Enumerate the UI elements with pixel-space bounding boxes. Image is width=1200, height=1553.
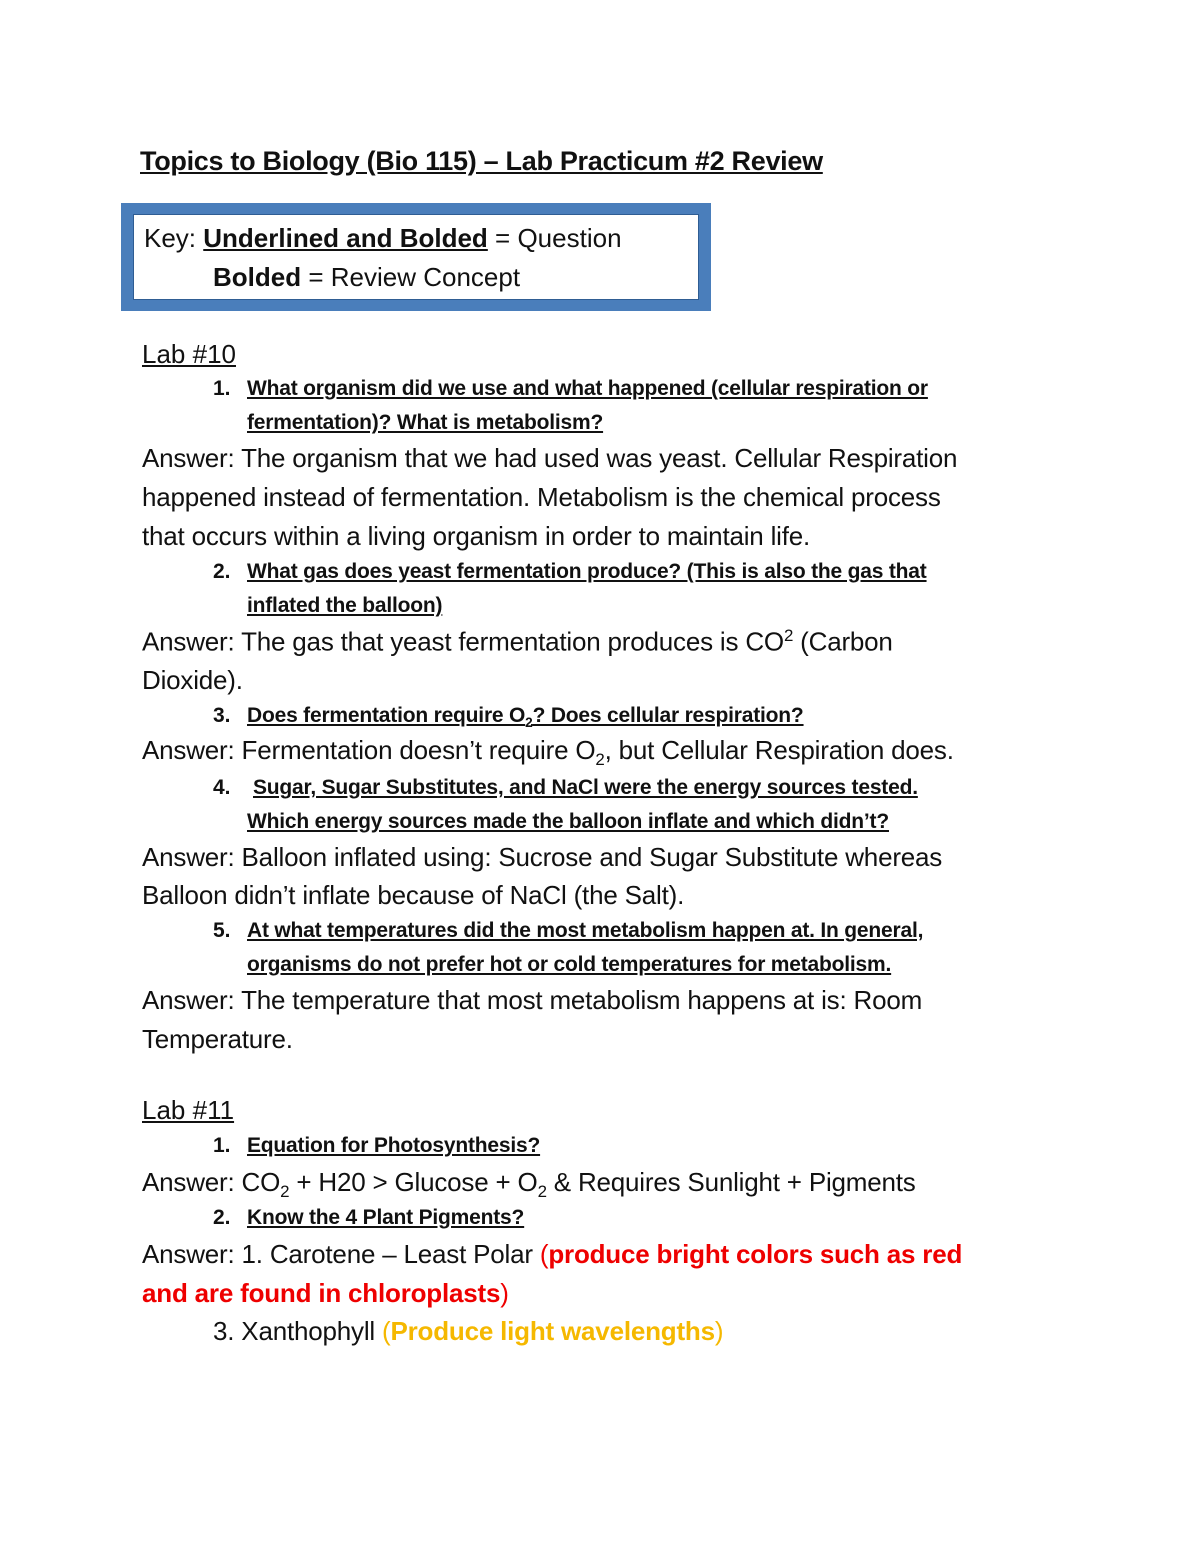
lab10-q5-line2: organisms do not prefer hot or cold temperatures for metabolism. <box>247 953 892 976</box>
key-box-inner <box>133 214 699 300</box>
lab11-a2-line1: Answer: 1. Carotene – Least Polar (produce bright colors such as red <box>142 1239 963 1269</box>
lab10-q4-line1: Sugar, Sugar Substitutes, and NaCl were the energy sources tested. <box>253 776 918 799</box>
lab11-q1-number: 1. <box>213 1134 231 1157</box>
lab10-a5-line2: Temperature. <box>142 1024 293 1054</box>
lab10-q4-line2: Which energy sources made the balloon inflate and which didn’t? <box>247 810 889 833</box>
lab11-a1: Answer: $CO_2 + H20 > Glucose + O_2$ & Requires Sunlight + Pigments <box>142 1167 916 1202</box>
lab10-q1-line2: fermentation)? What is metabolism? <box>247 411 604 434</box>
key-concept-label: Bolded <box>213 262 302 292</box>
lab10-q2-line2: inflated the balloon) <box>247 594 443 617</box>
lab11-q2-number: 2. <box>213 1206 231 1229</box>
lab10-a3: Answer: Fermentation doesn’t require $O_2$, but Cellular Respiration does. <box>142 735 954 770</box>
lab10-q5-line1: At what temperatures did the most metabolism happen at. In general, <box>247 919 924 942</box>
lab11-a3: 3. Xanthophyll (Produce light wavelengths) <box>213 1316 724 1346</box>
lab11-heading: Lab #11 <box>142 1095 235 1125</box>
key-line-concept <box>213 262 520 293</box>
lab10-heading: Lab #10 <box>142 339 236 369</box>
lab10-q2-number: 2. <box>213 560 231 583</box>
lab10-a5-line1: Answer: The temperature that most metabolism happens at is: Room <box>142 985 923 1015</box>
lab10-q1-number: 1. <box>213 377 231 400</box>
lab10-a2-line2: Dioxide). <box>142 665 243 695</box>
lab10-q3: Does fermentation require $O_2$? Does cellular respiration? <box>247 704 804 731</box>
lab10-q4-number: 4. <box>213 776 231 799</box>
lab10-a1-line3: that occurs within a living organism in order to maintain life. <box>142 521 811 551</box>
page-title: Topics to Biology (Bio 115) – Lab Practicum #2 Review <box>140 146 823 176</box>
key-concept-text: = Review Concept <box>301 262 521 292</box>
lab11-q2: Know the 4 Plant Pigments? <box>247 1206 525 1229</box>
key-question-text: = Question <box>487 223 622 253</box>
key-box <box>121 203 711 311</box>
lab10-q5-number: 5. <box>213 919 231 942</box>
lab10-q1-line1: What organism did we use and what happened (cellular respiration or <box>247 377 928 400</box>
key-prefix: Key: <box>144 223 204 253</box>
key-question-label: Underlined and Bolded <box>203 223 488 253</box>
lab10-q2-line1: What gas does yeast fermentation produce? (This is also the gas that <box>247 560 927 583</box>
lab10-a4-line1: Answer: Balloon inflated using: Sucrose and Sugar Substitute whereas <box>142 842 943 872</box>
lab10-a4-line2: Balloon didn’t inflate because of NaCl (the Salt). <box>142 880 685 910</box>
lab11-q1: Equation for Photosynthesis? <box>247 1134 541 1157</box>
lab10-a1-line1: Answer: The organism that we had used was yeast. Cellular Respiration <box>142 443 958 473</box>
lab11-a2-line2: and are found in chloroplasts) <box>142 1278 509 1308</box>
lab10-q3-number: 3. <box>213 704 231 727</box>
lab10-a1-line2: happened instead of fermentation. Metabolism is the chemical process <box>142 482 941 512</box>
lab10-a2-line1: Answer: The gas that yeast fermentation produces is $CO^2$ (Carbon <box>142 626 893 657</box>
key-line-question <box>144 223 622 254</box>
